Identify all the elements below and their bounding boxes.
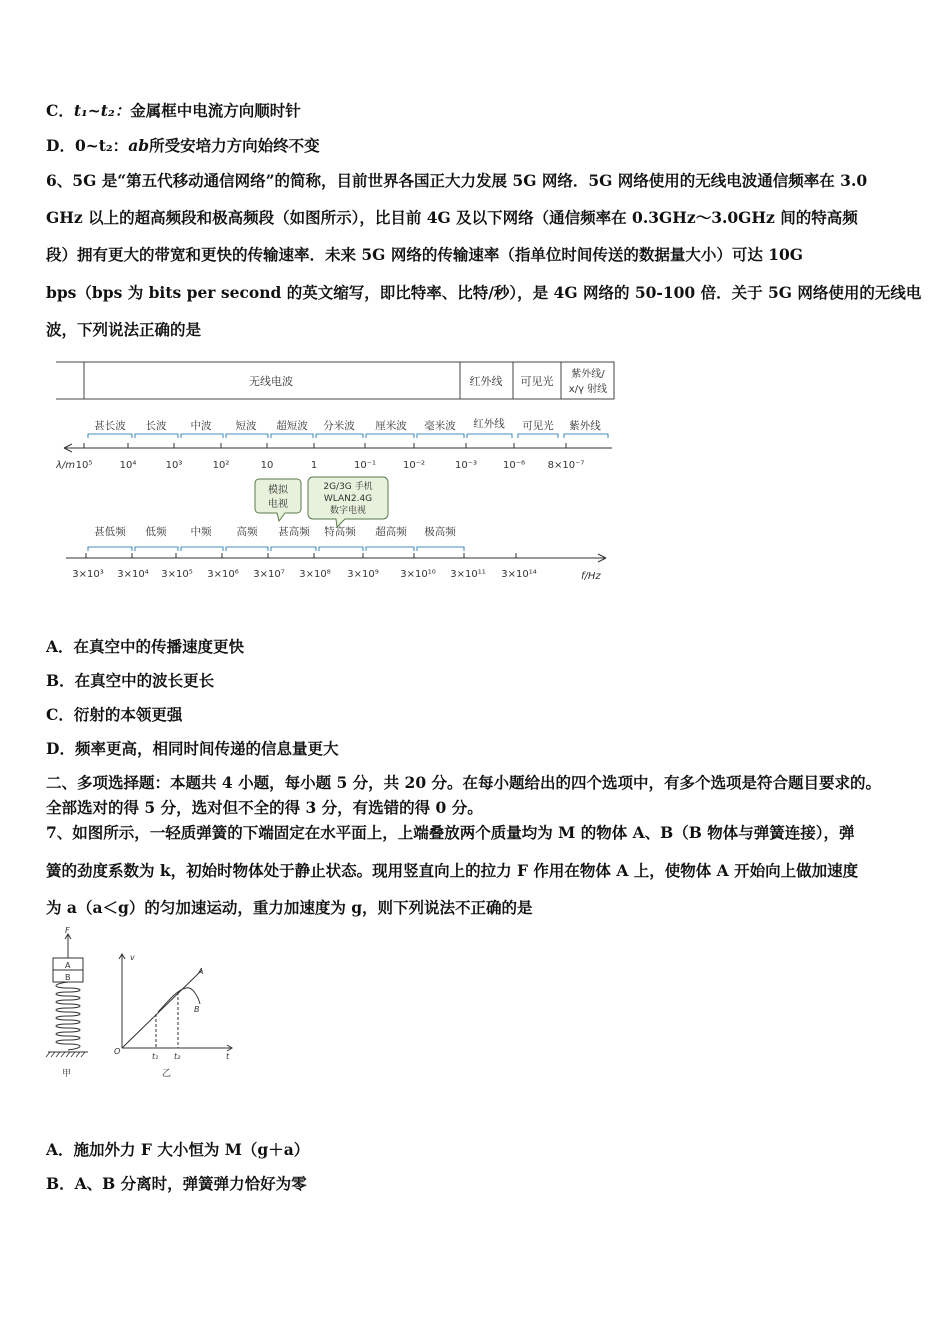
block-a-label: A — [65, 961, 71, 970]
svg-text:电视: 电视 — [268, 499, 288, 510]
wave-name: 甚长波 — [94, 420, 126, 432]
q6-stem-line-2: GHz 以上的超高频段和极高频段（如图所示），比目前 4G 及以下网络（通信频率在 0.3GHz～3.0GHz 间的特高频 — [46, 208, 858, 227]
q6-stem-line-3: 段）拥有更大的带宽和更快的传输速率．未来 5G 网络的传输速率（指单位时间传送的数据量大小）可达 10G — [46, 245, 804, 264]
q6-stem-line-5: 波，下列说法正确的是 — [46, 320, 202, 339]
q6-option-d: D．频率更高，相同时间传递的信息量更大 — [46, 739, 339, 758]
freq-tick: 3×10⁶ — [207, 569, 239, 580]
svg-text:模拟: 模拟 — [268, 485, 288, 496]
section2-instructions-2: 全部选对的得 5 分，选对但不全的得 3 分，有选错的得 0 分。 — [46, 798, 483, 817]
graph-t-label: t — [226, 1052, 230, 1061]
section2-instructions-1: 二、多项选择题：本题共 4 小题，每小题 5 分，共 20 分。在每小题给出的四个选项中，有多个选项是符合题目要求的。 — [46, 773, 882, 792]
freq-tick: 3×10¹⁴ — [501, 569, 537, 580]
lambda-tick: 8×10⁻⁷ — [547, 460, 585, 471]
q5-option-d: D．0~t₂：ab所受安培力方向始终不变 — [46, 136, 320, 155]
wave-name: 紫外线 — [569, 420, 601, 432]
freq-tick: 3×10⁵ — [161, 569, 193, 580]
band-radio: 无线电波 — [249, 375, 293, 388]
lambda-tick: 1 — [310, 460, 318, 471]
band-visible: 可见光 — [520, 375, 554, 388]
lambda-tick: 10⁴ — [119, 460, 137, 471]
wave-name: 红外线 — [473, 418, 505, 430]
lambda-tick: 10⁻³ — [454, 460, 478, 471]
q6-option-a: A．在真空中的传播速度更快 — [46, 637, 245, 656]
freq-name: 低频 — [145, 526, 167, 538]
q7-stem-line-3: 为 a（a＜g）的匀加速运动，重力加速度为 g，则下列说法不正确的是 — [46, 898, 533, 917]
graph-t2-label: t₂ — [174, 1052, 181, 1061]
freq-name: 甚高频 — [278, 526, 310, 538]
lambda-tick: 10 — [260, 460, 274, 471]
freq-tick: 3×10¹¹ — [450, 569, 486, 580]
fig-yi-label: 乙 — [162, 1069, 172, 1079]
wave-name: 短波 — [235, 420, 257, 432]
lambda-tick: 10⁻⁶ — [502, 460, 526, 471]
q6-option-b: B．在真空中的波长更长 — [46, 671, 215, 690]
freq-tick: 3×10⁷ — [253, 569, 285, 580]
freq-tick: 3×10⁹ — [347, 569, 379, 580]
wave-name: 中波 — [190, 420, 212, 432]
freq-name: 超高频 — [375, 526, 407, 538]
graph-t1-label: t₁ — [152, 1052, 159, 1061]
freq-tick: 3×10⁸ — [299, 569, 331, 580]
lambda-tick: 10⁻² — [402, 460, 426, 471]
wave-name: 可见光 — [522, 420, 554, 432]
svg-text:数字电视: 数字电视 — [329, 506, 367, 516]
block-b-label: B — [65, 973, 71, 982]
wave-name: 毫米波 — [424, 420, 456, 432]
freq-axis-label: f/Hz — [581, 571, 601, 582]
freq-name: 高频 — [236, 526, 258, 538]
lambda-tick: 10⁵ — [75, 460, 93, 471]
wave-name: 厘米波 — [375, 420, 407, 432]
lambda-axis-label: λ/m — [56, 460, 76, 471]
em-spectrum-figure — [56, 355, 616, 590]
freq-name: 极高频 — [424, 526, 456, 538]
lambda-tick: 10⁻¹ — [353, 460, 377, 471]
bubble-analog-tv — [255, 479, 301, 521]
wave-name: 超短波 — [276, 420, 308, 432]
curve-a-label: A — [198, 967, 204, 976]
band-uv: 紫外线/ — [571, 369, 605, 380]
q6-stem-line-4: bps（bps 为 bits per second 的英文缩写，即比特率、比特/秒），是 4G 网络的 50-100 倍．关于 5G 网络使用的无线电 — [46, 283, 922, 302]
svg-text:WLAN2.4G: WLAN2.4G — [323, 494, 373, 504]
freq-name: 中频 — [190, 526, 212, 538]
freq-tick: 3×10¹⁰ — [400, 569, 436, 580]
svg-text:2G/3G 手机: 2G/3G 手机 — [323, 482, 373, 492]
freq-tick: 3×10⁴ — [117, 569, 149, 580]
freq-name: 甚低频 — [94, 526, 126, 538]
q5-option-c: C．t₁~t₂：金属框中电流方向顺时针 — [46, 101, 301, 120]
q7-stem-line-1: 7、如图所示，一轻质弹簧的下端固定在水平面上，上端叠放两个质量均为 M 的物体 A、B（B 物体与弹簧连接），弹 — [46, 823, 855, 842]
lambda-tick: 10³ — [165, 460, 183, 471]
lambda-tick: 10² — [212, 460, 230, 471]
q7-option-a: A．施加外力 F 大小恒为 M（g＋a） — [46, 1140, 310, 1159]
wave-name: 分米波 — [323, 420, 355, 432]
fig-jia-label: 甲 — [62, 1069, 72, 1079]
band-infrared: 红外线 — [469, 375, 503, 388]
q6-option-c: C．衍射的本领更强 — [46, 705, 183, 724]
band-xray: x/γ 射线 — [568, 384, 608, 395]
graph-v-label: v — [130, 953, 135, 962]
freq-tick: 3×10³ — [72, 569, 104, 580]
q6-stem-line-1: 6、5G 是“第五代移动通信网络”的简称，目前世界各国正大力发展 5G 网络．5G 网络使用的无线电波通信频率在 3.0 — [46, 171, 868, 190]
curve-b-label: B — [194, 1005, 200, 1014]
force-label: F — [65, 926, 70, 935]
bubble-mobile-wlan — [308, 477, 388, 527]
freq-name: 特高频 — [324, 526, 356, 538]
q7-option-b: B．A、B 分离时，弹簧弹力恰好为零 — [46, 1174, 307, 1193]
graph-origin-label: O — [114, 1047, 121, 1056]
q7-figure — [40, 926, 250, 1086]
q7-stem-line-2: 簧的劲度系数为 k，初始时物体处于静止状态。现用竖直向上的拉力 F 作用在物体 A 上，使物体 A 开始向上做加速度 — [46, 861, 859, 880]
wave-name: 长波 — [145, 420, 167, 432]
